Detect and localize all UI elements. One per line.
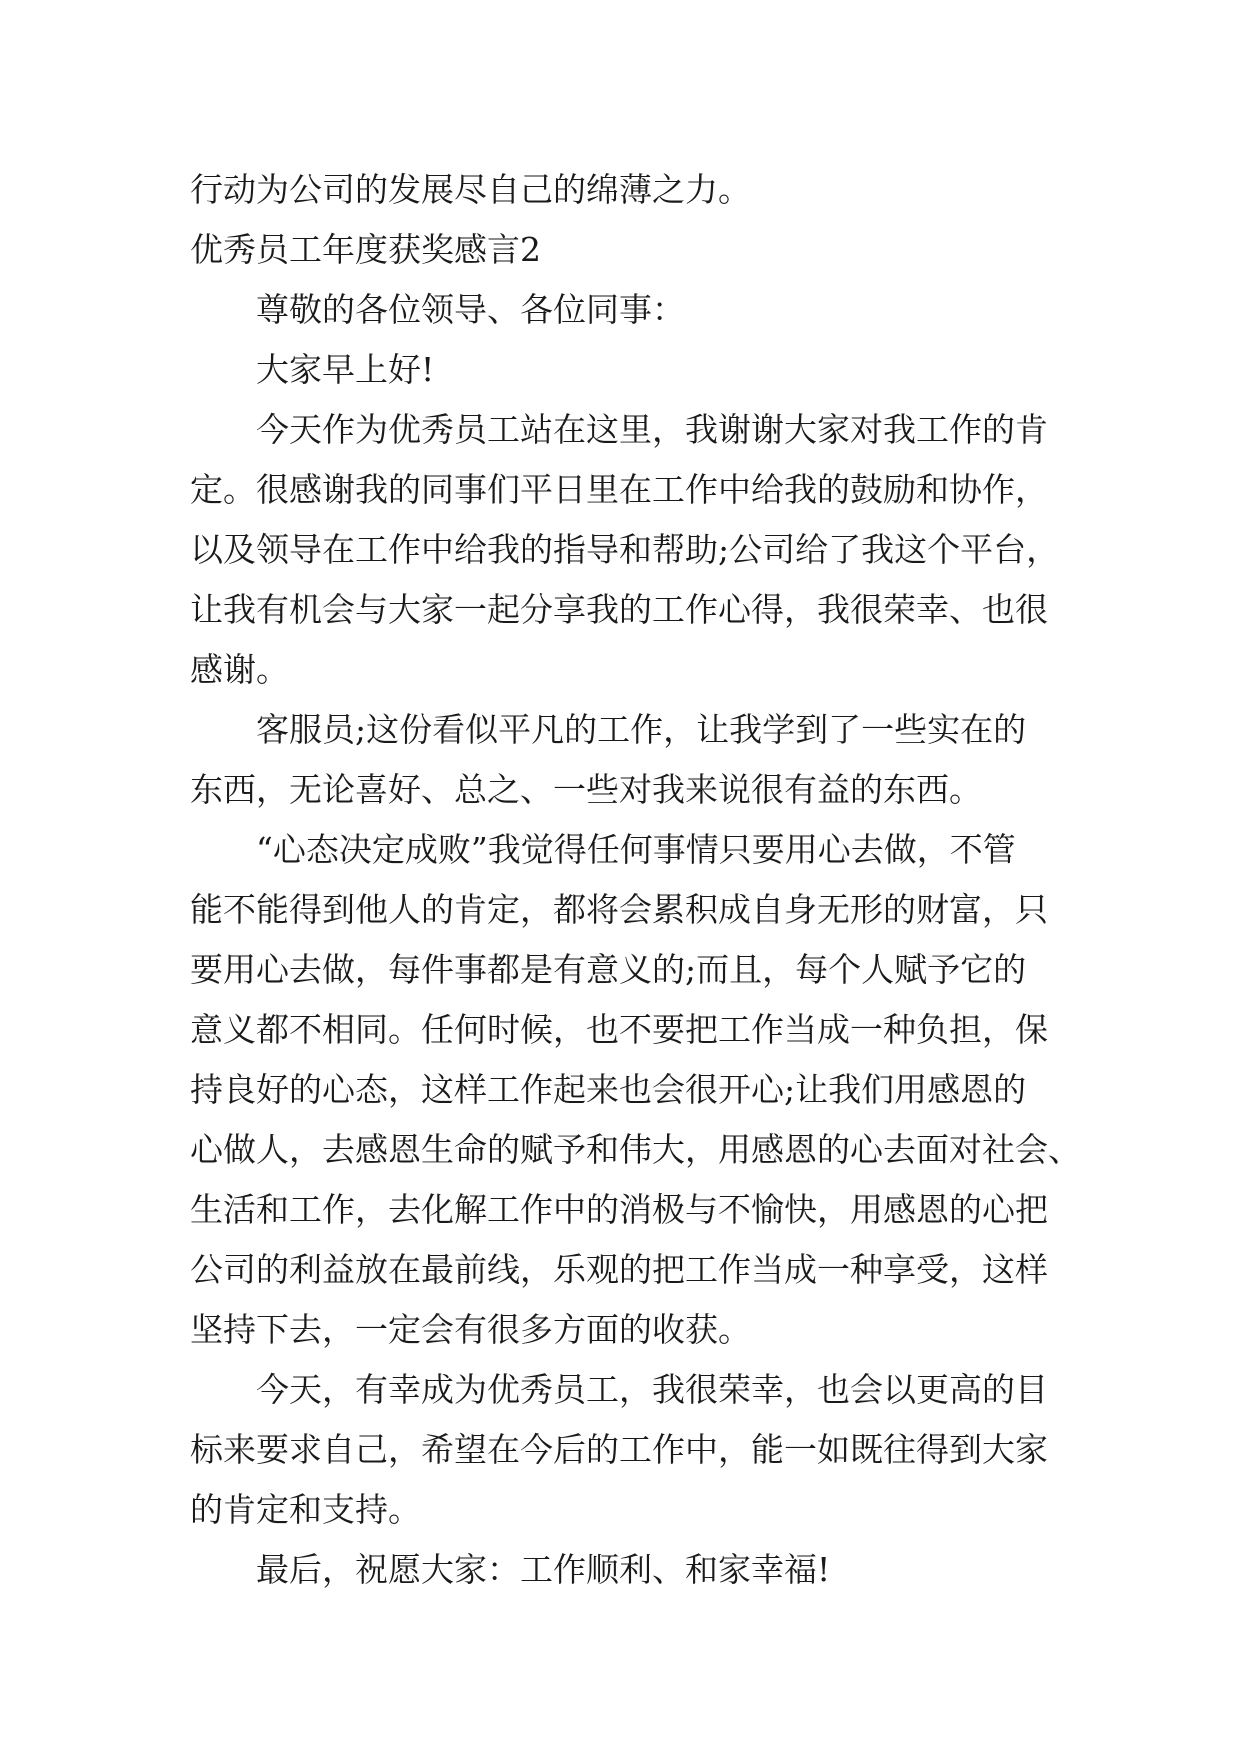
text-line: 客服员;这份看似平凡的工作，让我学到了一些实在的 bbox=[190, 710, 1027, 749]
text-line: 感谢。 bbox=[190, 650, 289, 689]
text-line: 东西，无论喜好、总之、一些对我来说很有益的东西。 bbox=[190, 770, 982, 809]
document-body bbox=[190, 160, 1081, 1600]
text-line: 意义都不相同。任何时候，也不要把工作当成一种负担，保 bbox=[190, 1010, 1048, 1049]
text-line: 让我有机会与大家一起分享我的工作心得，我很荣幸、也很 bbox=[190, 590, 1048, 629]
text-line: 心做人，去感恩生命的赋予和伟大，用感恩的心去面对社会、 bbox=[190, 1130, 1081, 1169]
text-line: 行动为公司的发展尽自己的绵薄之力。 bbox=[190, 170, 751, 209]
text-line: 定。很感谢我的同事们平日里在工作中给我的鼓励和协作， bbox=[190, 470, 1048, 509]
text-line: 公司的利益放在最前线，乐观的把工作当成一种享受，这样 bbox=[190, 1250, 1048, 1289]
section-heading: 优秀员工年度获奖感言2 bbox=[190, 230, 541, 269]
text-line: 的肯定和支持。 bbox=[190, 1490, 421, 1529]
text-line: “心态决定成败”我觉得任何事情只要用心去做，不管 bbox=[190, 830, 1016, 869]
text-line: 以及领导在工作中给我的指导和帮助;公司给了我这个平台， bbox=[190, 530, 1060, 569]
text-line: 能不能得到他人的肯定，都将会累积成自身无形的财富，只 bbox=[190, 890, 1048, 929]
closing-line: 最后，祝愿大家：工作顺利、和家幸福! bbox=[190, 1550, 831, 1589]
salutation-line: 尊敬的各位领导、各位同事： bbox=[190, 290, 685, 329]
text-line: 要用心去做，每件事都是有意义的;而且，每个人赋予它的 bbox=[190, 950, 1027, 989]
text-line: 持良好的心态，这样工作起来也会很开心;让我们用感恩的 bbox=[190, 1070, 1027, 1109]
text-line: 今天，有幸成为优秀员工，我很荣幸，也会以更高的目 bbox=[190, 1370, 1048, 1409]
text-line: 标来要求自己，希望在今后的工作中，能一如既往得到大家 bbox=[190, 1430, 1048, 1469]
text-line: 生活和工作，去化解工作中的消极与不愉快，用感恩的心把 bbox=[190, 1190, 1048, 1229]
greeting-line: 大家早上好! bbox=[190, 350, 435, 389]
text-line: 今天作为优秀员工站在这里，我谢谢大家对我工作的肯 bbox=[190, 410, 1048, 449]
text-line: 坚持下去，一定会有很多方面的收获。 bbox=[190, 1310, 751, 1349]
